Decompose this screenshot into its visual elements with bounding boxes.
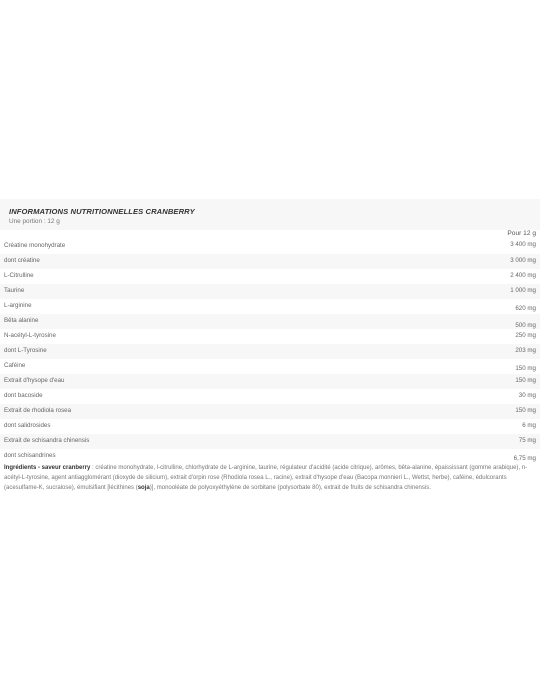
- nutrition-title: INFORMATIONS NUTRITIONNELLES CRANBERRY: [9, 207, 195, 216]
- column-header: Pour 12 g: [507, 230, 536, 237]
- row-name: dont créatine: [4, 257, 40, 264]
- row-name: Caféine: [4, 362, 26, 369]
- allergen-highlight: soja: [137, 485, 150, 491]
- table-row: [0, 269, 540, 284]
- nutrition-header: [0, 199, 540, 230]
- table-row: [0, 374, 540, 389]
- row-name: dont bacoside: [4, 392, 43, 399]
- ingredients-text: [4, 463, 532, 493]
- table-row: [0, 284, 540, 299]
- ingredients-label: Ingrédients - saveur cranberry: [4, 465, 91, 471]
- row-name: dont L-Tyrosine: [4, 347, 47, 354]
- row-name: L-arginine: [4, 302, 32, 309]
- row-value: 250 mg: [515, 332, 536, 339]
- row-value: 1 000 mg: [510, 287, 536, 294]
- serving-size: Une portion : 12 g: [9, 218, 60, 225]
- row-value: 150 mg: [515, 377, 536, 384]
- row-value: 3 400 mg: [510, 241, 536, 248]
- row-value: 620 mg: [515, 305, 536, 312]
- table-row: [0, 419, 540, 434]
- row-name: dont salidrosides: [4, 422, 51, 429]
- table-row: [0, 389, 540, 404]
- row-name: Créatine monohydrate: [4, 242, 66, 249]
- row-value: 3 000 mg: [510, 257, 536, 264]
- row-name: N-acétyl-L-tyrosine: [4, 332, 56, 339]
- row-value: 150 mg: [515, 407, 536, 414]
- table-row: [0, 314, 540, 329]
- row-value: 150 mg: [515, 365, 536, 372]
- ingredients-part2: )], monooléate de polyoxyéthylène de sorbitane (polysorbate 80), extrait de fruits de schisandra chinensis.: [149, 485, 431, 491]
- row-value: 75 mg: [518, 437, 536, 444]
- row-name: dont schisandrines: [4, 452, 56, 459]
- nutrition-panel: [0, 199, 540, 504]
- ingredients-part1: : créatine monohydrate, l-citrulline, chlorhydrate de L-arginine, taurine, régulateur d'acidité (acide citrique), arômes, bêta-alanine, épaississant (gomme arabique), n-acétyl-L-tyrosine, agent antiagglomérant (dioxyde de silicium), extrait d'orpin rose (Rhodiola rosea L., racine), extrait d'hysope d'eau (Bacopa monnieri L., Wettst, herbe), caféine, édulcorants (acesulfame-K, sucralose), émulsifiant [lécithines (: [4, 465, 528, 491]
- row-value: 30 mg: [518, 392, 536, 399]
- row-name: L-Citrulline: [4, 272, 34, 279]
- row-name: Extrait de schisandra chinensis: [4, 437, 90, 444]
- table-row: [0, 434, 540, 449]
- row-name: Taurine: [4, 287, 25, 294]
- table-row: [0, 254, 540, 269]
- row-value: 6 mg: [522, 422, 536, 429]
- row-value: 500 mg: [515, 322, 536, 329]
- table-row: [0, 449, 540, 464]
- row-name: Extrait d'hysope d'eau: [4, 377, 65, 384]
- table-row: [0, 404, 540, 419]
- table-row: [0, 299, 540, 314]
- table-row: [0, 329, 540, 344]
- row-value: 2 400 mg: [510, 272, 536, 279]
- row-name: Bêta alanine: [4, 317, 39, 324]
- row-name: Extrait de rhodiola rosea: [4, 407, 72, 414]
- table-row: [0, 344, 540, 359]
- row-value: 6,75 mg: [513, 455, 536, 462]
- table-row: [0, 359, 540, 374]
- table-row: [0, 239, 540, 254]
- row-value: 203 mg: [515, 347, 536, 354]
